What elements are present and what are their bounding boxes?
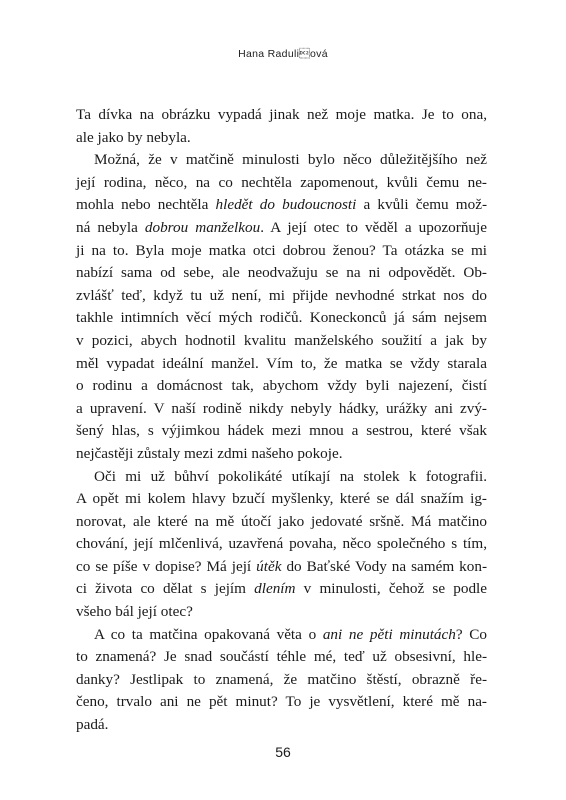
text-line [76,714,487,737]
text-run: padá. [76,716,109,734]
text-line [76,578,487,601]
text-line [76,511,487,534]
text-line [76,646,487,669]
text-line [76,172,487,195]
paragraph [76,466,487,624]
text-run: o rodinu a domácnost tak, abychom vždy byli najezení, čistí [76,377,487,395]
text-line [76,127,487,150]
text-line [76,488,487,511]
text-line [76,691,487,714]
text-line [76,556,487,579]
text-line [76,330,487,353]
text-line [76,307,487,330]
text-run: v pozici, abych hodnotil kvalitu manželského soužití a jak by [76,331,487,349]
text-line [76,217,487,240]
text-run: čeno, trvalo ani ne pět minut? To je vysvětlení, které mě na- [76,693,487,711]
text-line [76,420,487,443]
text-run: ? Co [455,625,488,643]
italic-text: útěk [256,557,282,575]
paragraph [76,149,487,465]
text-run: ale jako by nebyla. [76,128,191,146]
italic-text: hledět do budoucnosti [215,196,357,214]
text-run: dankу? Jestlipak to znamená, že matčino štěstí, obrazně ře- [76,670,487,688]
text-run: a kvůli čemu mož- [356,196,487,214]
text-run: A co ta matčina opakovaná věta o [94,625,323,643]
paragraph [76,104,487,149]
text-run: Ta dívka na obrázku vypadá jinak než moje matka. Je to ona, [76,106,487,123]
text-run: ci života co dělat s jejím [76,580,255,598]
text-line [76,533,487,556]
text-run: mohla nebo nechtěla [76,196,216,214]
italic-text: ani ne pěti minutách [322,625,456,643]
text-run: nejčastěji zůstaly mezi zdmi našeho pokoje. [76,444,343,462]
text-run: to znamená? Je snad součástí téhle mé, teď už obsesivní, hle- [76,648,487,666]
text-line [76,104,487,127]
text-line [76,262,487,285]
text-run: Možná, že v matčině minulosti bylo něco důležitějšího než [94,151,487,169]
text-line [76,601,487,624]
text-run: takhle intimních věcí mých rodičů. Koneckonců já sám nejsem [76,309,487,327]
body-text [76,104,487,737]
text-run: do Baťské Vody na samém kon- [281,557,488,575]
text-run: její rodina, něco, na co nechtěla zapomenout, kvůli čemu ne- [76,173,487,191]
text-line [76,353,487,376]
italic-text: dobrou manželkou [144,218,261,236]
text-run: norovat, ale které na mě útočí jako jedovaté sršně. Má matčino [76,512,487,530]
text-line [76,149,487,172]
text-line [76,466,487,489]
text-line [76,624,487,647]
text-line [76,669,487,692]
text-run: A opět mi kolem hlavy bzučí myšlenky, které se dál snažím ig- [76,490,487,508]
text-run: Oči mi už bůhví pokolikáté utíkají na stolek k fotografii. [94,467,487,485]
text-run: co se píše v dopise? Má její [76,557,257,575]
page-number: 56 [275,744,291,760]
text-run: měl vypadat ideální manžel. Vím to, že matka se vždy starala [76,354,487,372]
text-line [76,398,487,421]
text-run: chování, její mlčenlivá, uzavřená povaha, něco společného s tím, [76,535,487,553]
text-run: v minulosti, čehož se podle [295,580,488,598]
text-line [76,194,487,217]
text-run: . A její otec to věděl a upozorňuje [260,218,487,236]
italic-text: dlením [254,580,296,598]
text-run: všeho bál její otec? [76,603,193,621]
text-run: ji na to. Byla moje matka otci dobrou ženou? Ta otázka se mi [76,241,487,259]
text-line [76,285,487,308]
text-run: ná nebyla [76,218,145,236]
text-run: šený hlas, s výjimkou hádek mezi mnou a sestrou, které však [76,422,487,440]
text-run: nabízí sama od sebe, ale neodvažuju se na ni odpovědět. Ob- [76,264,487,282]
running-head: Hana Raduliová [238,48,328,60]
text-line [76,240,487,263]
paragraph [76,624,487,737]
text-run: zvlášť teď, když tu už není, mi přijde nevhodné strkat nos do [76,286,487,304]
text-line [76,443,487,466]
text-run: a upravení. V naší rodině nikdy nebyly hádky, urážky ani zvý- [76,399,487,417]
text-line [76,375,487,398]
